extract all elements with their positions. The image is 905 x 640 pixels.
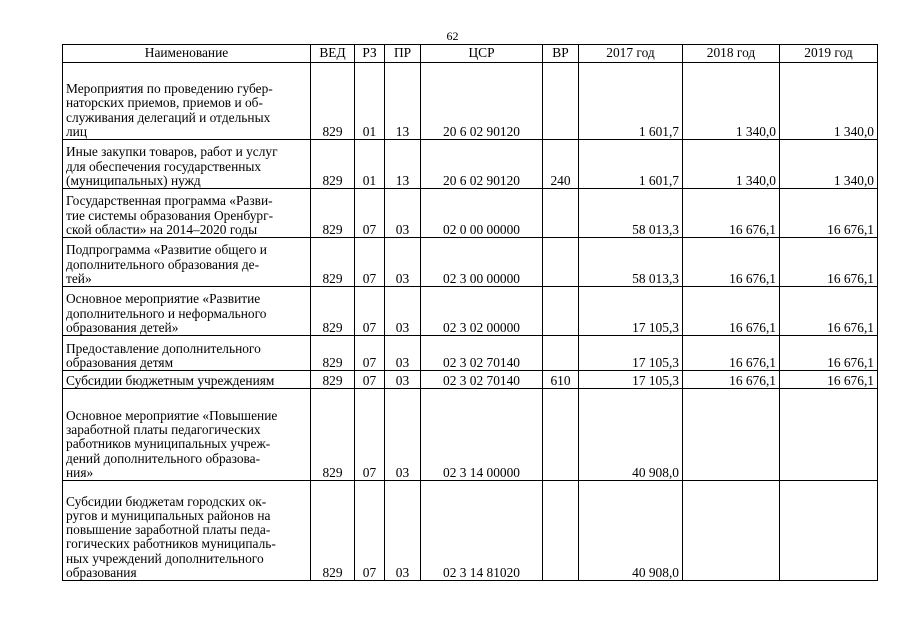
cell-2017: 17 105,3: [579, 371, 683, 389]
cell-rz: 07: [355, 481, 385, 581]
cell-2018: 16 676,1: [683, 189, 780, 238]
cell-2017: 40 908,0: [579, 481, 683, 581]
table-row: [63, 140, 878, 189]
cell-2019: [780, 481, 878, 581]
row-name: Предоставление дополнительного образования детям: [63, 336, 311, 371]
row-name: Иные закупки товаров, работ и услуг для обеспечения государственных (муниципальных) нужд: [63, 140, 311, 189]
row-name: Субсидии бюджетным учреждениям: [63, 371, 311, 389]
cell-2018: 1 340,0: [683, 140, 780, 189]
cell-rz: 07: [355, 189, 385, 238]
cell-rz: 07: [355, 371, 385, 389]
cell-pr: 03: [385, 389, 421, 481]
cell-vr: [543, 238, 579, 287]
cell-rz: 07: [355, 238, 385, 287]
col-header-csr: ЦСР: [421, 45, 543, 63]
cell-2019: 1 340,0: [780, 140, 878, 189]
table-row: [63, 336, 878, 371]
table-header: [63, 45, 878, 63]
cell-2018: [683, 389, 780, 481]
cell-2019: [780, 389, 878, 481]
cell-2018: 16 676,1: [683, 238, 780, 287]
cell-rz: 01: [355, 140, 385, 189]
table-row: [63, 389, 878, 481]
cell-vr: [543, 389, 579, 481]
row-name: Мероприятия по проведению губер- наторских приемов, приемов и об- служивания делегаций и отдельных лиц: [63, 63, 311, 140]
cell-2019: 16 676,1: [780, 287, 878, 336]
cell-csr: 20 6 02 90120: [421, 63, 543, 140]
cell-2018: 16 676,1: [683, 371, 780, 389]
page-number: 62: [446, 29, 459, 43]
cell-csr: 02 3 02 70140: [421, 371, 543, 389]
cell-rz: 01: [355, 63, 385, 140]
cell-ved: 829: [311, 481, 355, 581]
cell-vr: [543, 63, 579, 140]
cell-vr: [543, 481, 579, 581]
table-row: [63, 63, 878, 140]
col-header-2018: 2018 год: [683, 45, 780, 63]
cell-ved: 829: [311, 371, 355, 389]
cell-pr: 03: [385, 238, 421, 287]
cell-2019: 16 676,1: [780, 336, 878, 371]
cell-csr: 02 0 00 00000: [421, 189, 543, 238]
cell-pr: 13: [385, 140, 421, 189]
cell-2019: 16 676,1: [780, 238, 878, 287]
cell-csr: 02 3 14 00000: [421, 389, 543, 481]
cell-pr: 03: [385, 336, 421, 371]
cell-2018: 1 340,0: [683, 63, 780, 140]
cell-2019: 16 676,1: [780, 189, 878, 238]
cell-ved: 829: [311, 287, 355, 336]
table-row: [63, 481, 878, 581]
cell-rz: 07: [355, 287, 385, 336]
col-header-pr: ПР: [385, 45, 421, 63]
cell-2017: 58 013,3: [579, 189, 683, 238]
cell-vr: 610: [543, 371, 579, 389]
col-header-vr: ВР: [543, 45, 579, 63]
cell-2019: 1 340,0: [780, 63, 878, 140]
cell-vr: [543, 336, 579, 371]
cell-2018: 16 676,1: [683, 287, 780, 336]
cell-pr: 03: [385, 371, 421, 389]
cell-csr: 02 3 02 70140: [421, 336, 543, 371]
cell-2017: 1 601,7: [579, 140, 683, 189]
table-row: [63, 371, 878, 389]
cell-pr: 13: [385, 63, 421, 140]
table-row: [63, 189, 878, 238]
cell-2017: 40 908,0: [579, 389, 683, 481]
cell-pr: 03: [385, 287, 421, 336]
cell-csr: 02 3 14 81020: [421, 481, 543, 581]
cell-pr: 03: [385, 481, 421, 581]
cell-ved: 829: [311, 238, 355, 287]
cell-rz: 07: [355, 336, 385, 371]
row-name: Основное мероприятие «Повышение заработной платы педагогических работников муниципальных учреж- дений дополнительного образова- ния»: [63, 389, 311, 481]
cell-ved: 829: [311, 63, 355, 140]
cell-2018: 16 676,1: [683, 336, 780, 371]
row-name: Основное мероприятие «Развитие дополнительного и неформального образования детей»: [63, 287, 311, 336]
cell-vr: [543, 189, 579, 238]
row-name: Субсидии бюджетам городских ок- ругов и муниципальных районов на повышение заработной платы педа- гогических работников муниципаль- ных учреждений дополнительного образования: [63, 481, 311, 581]
col-header-2019: 2019 год: [780, 45, 878, 63]
cell-csr: 02 3 00 00000: [421, 238, 543, 287]
col-header-name: Наименование: [63, 45, 311, 63]
cell-2017: 58 013,3: [579, 238, 683, 287]
cell-2018: [683, 481, 780, 581]
col-header-ved: ВЕД: [311, 45, 355, 63]
cell-csr: 20 6 02 90120: [421, 140, 543, 189]
cell-rz: 07: [355, 389, 385, 481]
cell-vr: [543, 287, 579, 336]
cell-ved: 829: [311, 140, 355, 189]
table-row: [63, 238, 878, 287]
row-name: Подпрограмма «Развитие общего и дополнительного образования де- тей»: [63, 238, 311, 287]
cell-2017: 17 105,3: [579, 336, 683, 371]
table-row: [63, 287, 878, 336]
row-name: Государственная программа «Разви- тие системы образования Оренбург- ской области» на 2014–2020 годы: [63, 189, 311, 238]
cell-ved: 829: [311, 189, 355, 238]
cell-ved: 829: [311, 389, 355, 481]
cell-2019: 16 676,1: [780, 371, 878, 389]
cell-2017: 17 105,3: [579, 287, 683, 336]
cell-csr: 02 3 02 00000: [421, 287, 543, 336]
col-header-rz: РЗ: [355, 45, 385, 63]
col-header-2017: 2017 год: [579, 45, 683, 63]
cell-vr: 240: [543, 140, 579, 189]
cell-2017: 1 601,7: [579, 63, 683, 140]
cell-ved: 829: [311, 336, 355, 371]
cell-pr: 03: [385, 189, 421, 238]
budget-table: [62, 44, 878, 581]
